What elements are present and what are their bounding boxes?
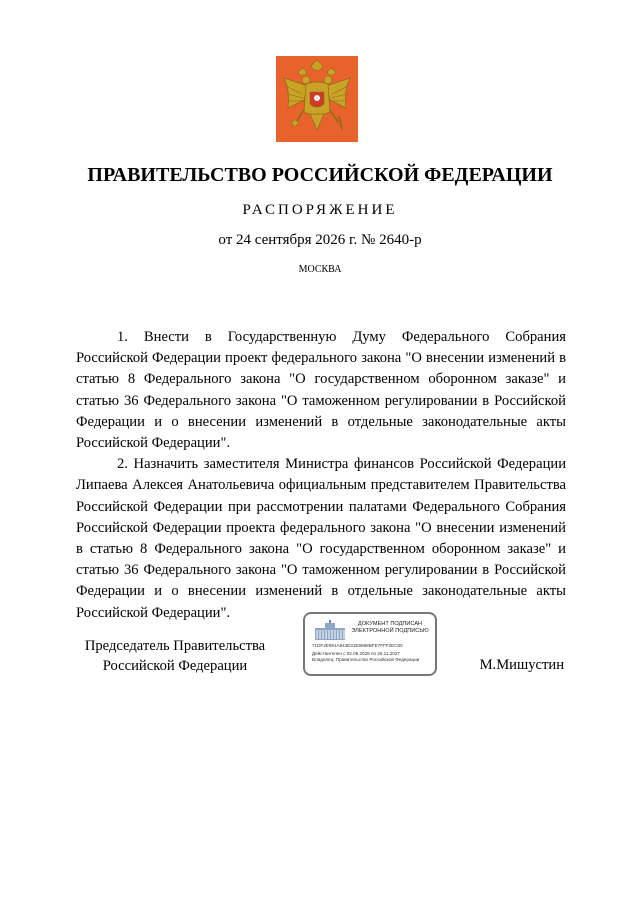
government-title: ПРАВИТЕЛЬСТВО РОССИЙСКОЙ ФЕДЕРАЦИИ xyxy=(87,164,553,186)
stamp-certificate: 71DF2E991A844E31E6988BFE7FFF2EC80 xyxy=(312,643,403,648)
signer-name: М.Мишустин xyxy=(479,657,564,673)
stamp-validity: Действителен с 02.09.2026 по 26.11.2027 xyxy=(312,651,400,656)
coat-of-arms-icon xyxy=(276,56,358,142)
stamp-heading-line-2: ЭЛЕКТРОННОЙ ПОДПИСЬЮ xyxy=(351,628,429,635)
paragraph-2: 2. Назначить заместителя Министра финансов Российской Федерации Липаева Алексея Анатольевича официальным представителем Правительства Российской Федерации при рассмотрении палатами Федерального Собрания Российской Федерации проекта федерального закона "О внесении изменений в статью 8 Федерального закона "О государственном оборонном заказе" и статью 36 Федерального закона "О таможенном регулировании в Российской Федерации и о внесении изменений в отдельные законодательные акты Российской Федерации". xyxy=(76,456,566,621)
signer-position-line-2: Российской Федерации xyxy=(102,658,248,674)
stamp-owner: Владелец: Правительство Российской Федерации xyxy=(312,657,420,662)
signer-position-line-1: Председатель Правительства xyxy=(84,638,266,654)
document-type: РАСПОРЯЖЕНИЕ xyxy=(242,202,398,218)
electronic-signature-stamp xyxy=(303,612,437,676)
paragraph-1: 1. Внести в Государственную Думу Федерального Собрания Российской Федерации проект федерального закона "О внесении изменений в статью 8 Федерального закона "О государственном оборонном заказе" и статью 36 Федерального закона "О таможенном регулировании в Российской Федерации и о внесении изменений в отдельные законодательные акты Российской Федерации". xyxy=(76,329,566,452)
stamp-heading-line-1: ДОКУМЕНТ ПОДПИСАН xyxy=(357,621,423,627)
government-building-icon xyxy=(313,620,347,642)
document-city: МОСКВА xyxy=(298,264,342,275)
stamp-heading xyxy=(347,621,433,636)
document-body xyxy=(76,327,566,624)
signer-position xyxy=(74,636,276,676)
document-date-number: от 24 сентября 2026 г. № 2640-р xyxy=(218,232,422,248)
